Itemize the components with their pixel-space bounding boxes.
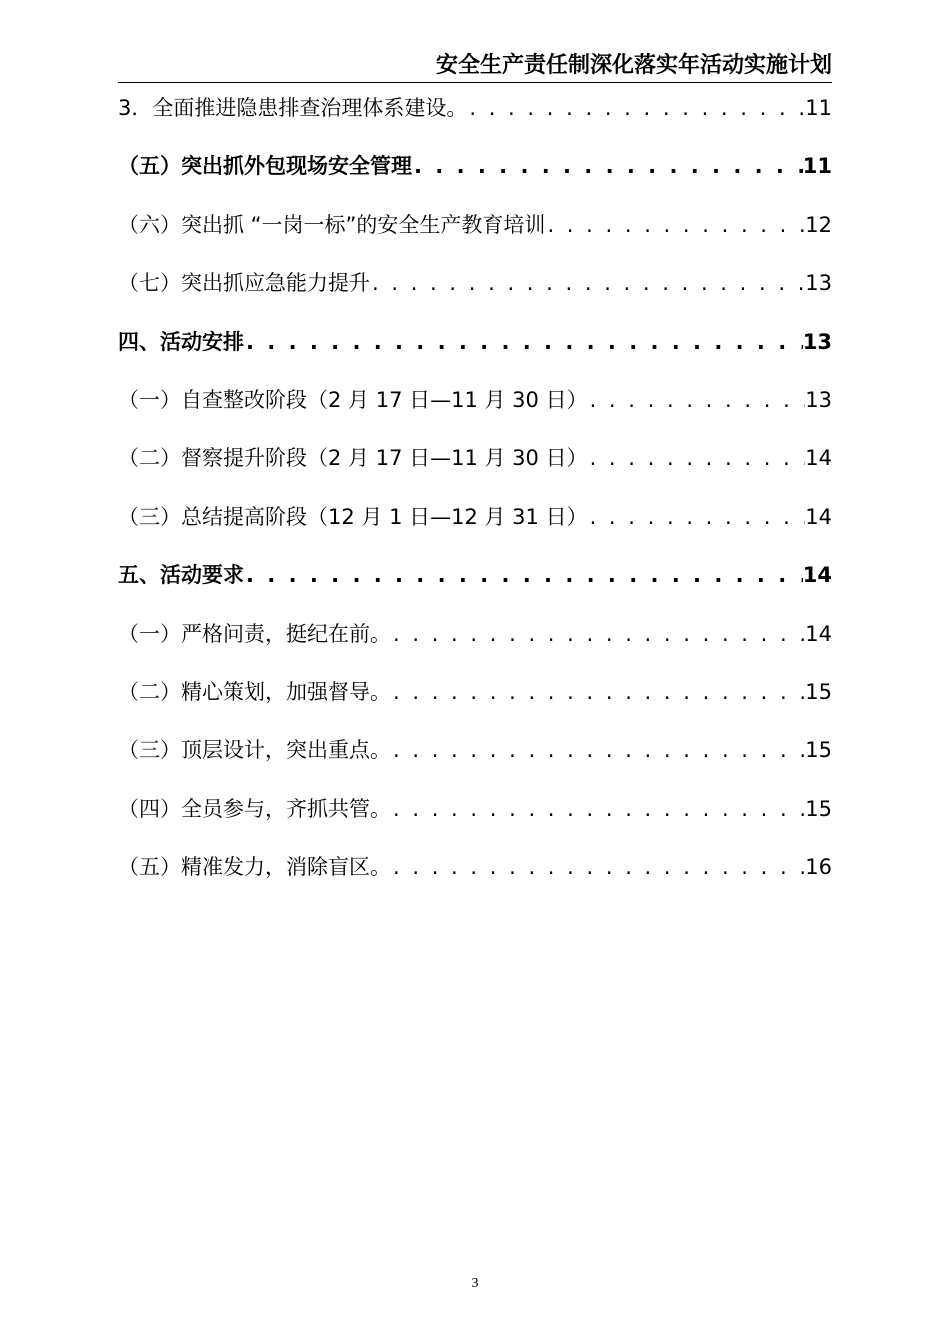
toc-entry-10[interactable] <box>118 672 832 712</box>
toc-page-number: 14 <box>805 505 832 529</box>
toc-entry-3[interactable] <box>118 263 832 303</box>
dot-leader <box>391 847 805 887</box>
toc-entry-text: （二）督察提升阶段（2 月 17 日—11 月 30 日） <box>118 446 588 470</box>
toc-entry-text: （一）严格问责，挺纪在前。 <box>118 622 391 646</box>
toc-entry-text: 3．全面推进隐患排查治理体系建设。 <box>118 96 468 120</box>
dot-leader <box>391 614 805 654</box>
toc-entry-text: （一）自查整改阶段（2 月 17 日—11 月 30 日） <box>118 388 588 412</box>
dot-leader <box>588 380 806 420</box>
page-number: 3 <box>471 1276 479 1291</box>
toc-entry-7[interactable] <box>118 497 832 537</box>
toc-page-number: 11 <box>802 154 832 178</box>
toc-entry-6[interactable] <box>118 438 832 478</box>
toc-page-number: 14 <box>805 446 832 470</box>
toc-entry-13[interactable] <box>118 847 832 887</box>
dot-leader <box>244 555 803 595</box>
toc-entry-text: （五）精准发力，消除盲区。 <box>118 855 391 879</box>
dot-leader <box>588 438 806 478</box>
toc-page-number: 14 <box>802 563 832 587</box>
document-title: 安全生产责任制深化落实年活动实施计划 <box>435 53 832 78</box>
toc-entry-text: （二）精心策划，加强督导。 <box>118 680 391 704</box>
dot-leader <box>244 322 803 362</box>
toc-entry-text: （三）总结提高阶段（12 月 1 日—12 月 31 日） <box>118 505 588 529</box>
toc-entry-text: （六）突出抓 “一岗一标”的安全生产教育培训 <box>118 213 546 237</box>
toc-entry-9[interactable] <box>118 614 832 654</box>
toc-page-number: 11 <box>805 96 832 120</box>
toc-entry-text: （七）突出抓应急能力提升 <box>118 271 370 295</box>
toc-page-number: 15 <box>805 738 832 762</box>
dot-leader <box>391 672 805 712</box>
toc-page-number: 13 <box>805 388 832 412</box>
toc-page-number: 15 <box>805 797 832 821</box>
dot-leader <box>391 789 805 829</box>
dot-leader <box>412 146 803 186</box>
toc-page-number: 15 <box>805 680 832 704</box>
toc-entry-0[interactable] <box>118 88 832 128</box>
dot-leader <box>391 730 805 770</box>
toc-entry-2[interactable] <box>118 205 832 245</box>
toc-entry-4[interactable] <box>118 322 832 362</box>
toc-entry-5[interactable] <box>118 380 832 420</box>
toc-entry-1[interactable] <box>118 146 832 186</box>
page-footer <box>0 1276 950 1292</box>
toc-entry-11[interactable] <box>118 730 832 770</box>
toc-entry-text: （三）顶层设计，突出重点。 <box>118 738 391 762</box>
running-header <box>118 50 832 83</box>
toc-entry-text: 五、活动要求 <box>118 563 244 587</box>
toc-entry-12[interactable] <box>118 789 832 829</box>
toc-page-number: 13 <box>802 330 832 354</box>
toc-entry-text: （五）突出抓外包现场安全管理 <box>118 154 412 178</box>
dot-leader <box>545 205 805 245</box>
toc-entry-8[interactable] <box>118 555 832 595</box>
toc-page-number: 12 <box>805 213 832 237</box>
dot-leader <box>467 88 805 128</box>
toc-entry-text: （四）全员参与，齐抓共管。 <box>118 797 391 821</box>
toc-page-number: 13 <box>805 271 832 295</box>
dot-leader <box>588 497 806 537</box>
dot-leader <box>370 263 805 303</box>
toc-page-number: 14 <box>805 622 832 646</box>
toc-entry-text: 四、活动安排 <box>118 330 244 354</box>
toc-page-number: 16 <box>805 855 832 879</box>
